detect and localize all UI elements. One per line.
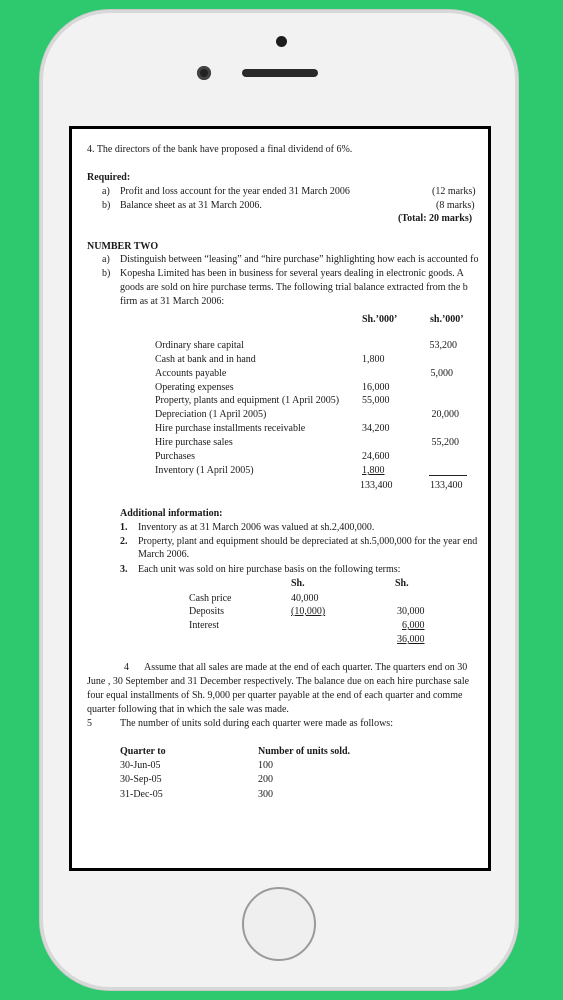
- trial-balance-row-dr: 55,000: [362, 395, 390, 406]
- trial-balance-total-cr: 133,400: [430, 480, 463, 491]
- additional-3-text: Each unit was sold on hire purchase basis on the following terms:: [138, 564, 401, 575]
- additional-3-num: 3.: [120, 564, 128, 575]
- para-5-num: 5: [87, 718, 92, 729]
- required-a-text: Profit and loss account for the year ended 31 March 2006: [120, 186, 350, 197]
- earpiece-speaker: [242, 69, 318, 77]
- trial-balance-dr-header: Sh.’000’: [362, 314, 398, 325]
- additional-1-num: 1.: [120, 522, 128, 533]
- number-two-b-line2: goods are sold on hire purchase terms. The following trial balance extracted from the b: [120, 282, 468, 293]
- hp-col2-header: Sh.: [395, 578, 409, 589]
- trial-balance-cr-header: sh.’000’: [430, 314, 464, 325]
- trial-balance-row-label: Hire purchase installments receivable: [155, 423, 306, 434]
- trial-balance-row-cr: 53,200: [429, 340, 457, 351]
- trial-balance-row-dr: 34,200: [362, 423, 390, 434]
- additional-1-text: Inventory as at 31 March 2006 was valued at sh.2,400,000.: [138, 522, 375, 533]
- quarter-row: 30-Jun-05: [120, 760, 161, 771]
- para-4-line3: four equal installments of Sh. 9,000 per quarter payable at the end of each quarter and comme: [87, 690, 463, 701]
- trial-balance-row-cr: 55,200: [431, 437, 459, 448]
- hp-interest-value: 6,000: [402, 620, 425, 631]
- para-4-line2: June , 30 September and 31 December respectively. The balance due on each hire purchase sale: [87, 676, 470, 687]
- required-b-text: Balance sheet as at 31 March 2006.: [120, 200, 262, 211]
- quarter-header: Quarter to: [120, 746, 166, 757]
- trial-balance-row-label: Ordinary share capital: [155, 340, 244, 351]
- required-b-marks: (8 marks): [436, 200, 475, 211]
- required-a-marks: (12 marks): [432, 186, 476, 197]
- document-page: [72, 129, 488, 868]
- para-4-line4: quarter following that in which the sale was made.: [87, 704, 289, 715]
- para-4-num: 4: [124, 662, 129, 673]
- hp-deposit-label: Deposits: [189, 606, 224, 617]
- trial-balance-row-cr: 20,000: [431, 409, 459, 420]
- trial-balance-row-dr: 24,600: [362, 451, 390, 462]
- hp-total-value: 36,000: [397, 634, 425, 645]
- phone-screen: [69, 126, 491, 871]
- number-two-a-label: a): [102, 254, 110, 265]
- additional-info-heading: Additional information:: [120, 508, 223, 519]
- required-heading: Required:: [87, 172, 131, 183]
- trial-balance-row-label: Inventory (1 April 2005): [155, 465, 254, 476]
- hp-cash-value: 40,000: [291, 593, 319, 604]
- trial-balance-row-dr: 16,000: [362, 382, 390, 393]
- trial-balance-row-label: Hire purchase sales: [155, 437, 233, 448]
- hp-net-value: 30,000: [397, 606, 425, 617]
- trial-balance-row-label: Operating expenses: [155, 382, 234, 393]
- hp-cash-label: Cash price: [189, 593, 232, 604]
- trial-balance-row-label: Cash at bank and in hand: [155, 354, 256, 365]
- trial-balance-row-label: Purchases: [155, 451, 195, 462]
- additional-2-line2: March 2006.: [138, 549, 190, 560]
- units-row: 300: [258, 789, 273, 800]
- quarter-row: 30-Sep-05: [120, 774, 162, 785]
- number-two-b-line1: Kopesha Limited has been in business for several years dealing in electronic goods. A: [120, 268, 464, 279]
- units-row: 100: [258, 760, 273, 771]
- number-two-b-line3: firm as at 31 March 2006:: [120, 296, 225, 307]
- proximity-sensor-dot: [276, 36, 287, 47]
- hp-interest-label: Interest: [189, 620, 219, 631]
- home-button[interactable]: [242, 887, 316, 961]
- question-4-line: 4. The directors of the bank have proposed a final dividend of 6%.: [87, 144, 353, 155]
- additional-2-num: 2.: [120, 536, 128, 547]
- number-two-a-text: Distinguish between “leasing” and “hire purchase” highlighting how each is accounted fo: [120, 254, 479, 265]
- hp-deposit-value: (10,000): [291, 606, 326, 617]
- trial-balance-row-cr: 5,000: [430, 368, 453, 379]
- trial-balance-row-dr: 1,800: [362, 465, 385, 476]
- trial-balance-row-dr: 1,800: [362, 354, 385, 365]
- para-4-line1: Assume that all sales are made at the end of each quarter. The quarters end on 30: [144, 662, 468, 673]
- units-header: Number of units sold.: [258, 746, 351, 757]
- trial-balance-total-dr: 133,400: [360, 480, 393, 491]
- required-a-label: a): [102, 186, 110, 197]
- trial-balance-row-label: Property, plants and equipment (1 April 2005): [155, 395, 340, 406]
- units-row: 200: [258, 774, 273, 785]
- front-camera-icon: [197, 66, 211, 80]
- hp-col1-header: Sh.: [291, 578, 305, 589]
- additional-2-line1: Property, plant and equipment should be depreciated at sh.5,000,000 for the year end: [138, 536, 478, 547]
- total-marks: (Total: 20 marks): [398, 213, 473, 224]
- para-5-text: The number of units sold during each quarter were made as follows:: [120, 718, 393, 729]
- trial-balance-row-label: Depreciation (1 April 2005): [155, 409, 267, 420]
- quarter-row: 31-Dec-05: [120, 789, 163, 800]
- number-two-heading: NUMBER TWO: [87, 241, 159, 252]
- trial-balance-row-label: Accounts payable: [155, 368, 227, 379]
- number-two-b-label: b): [102, 268, 111, 279]
- trial-balance-cr-underline: [429, 475, 467, 476]
- required-b-label: b): [102, 200, 111, 211]
